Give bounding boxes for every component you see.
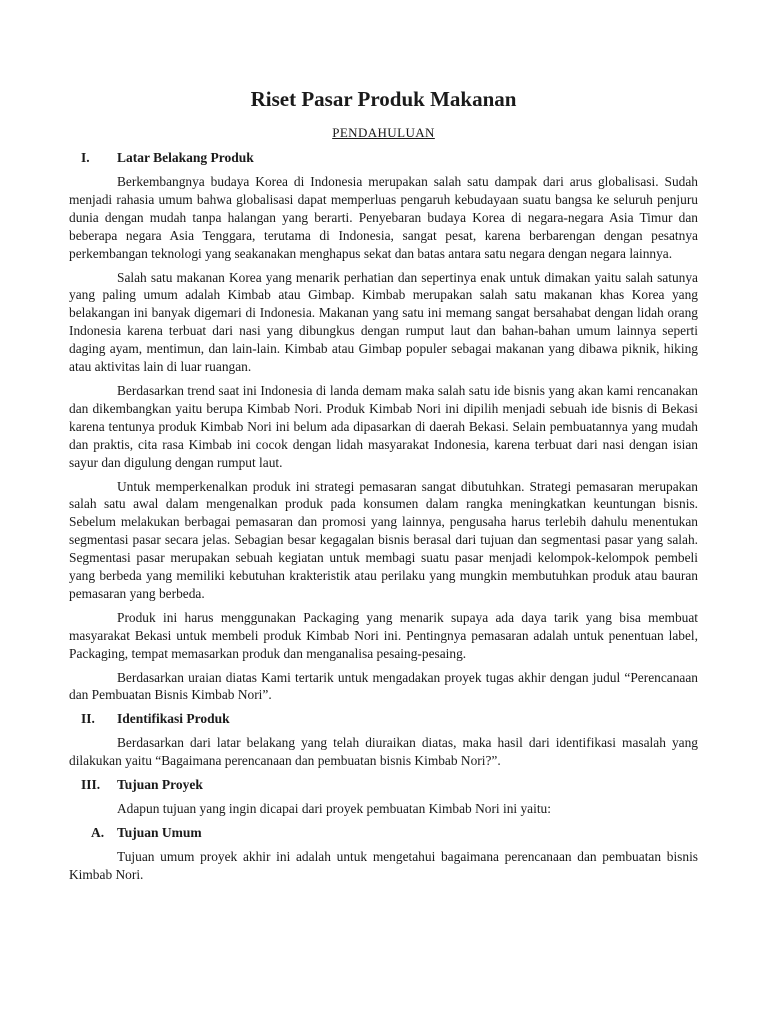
paragraph: Adapun tujuan yang ingin dicapai dari proyek pembuatan Kimbab Nori ini yaitu: bbox=[117, 801, 551, 817]
section-title: Tujuan Proyek bbox=[117, 777, 203, 793]
subsection-letter: A. bbox=[91, 825, 105, 841]
section-heading-identifikasi-produk bbox=[69, 710, 698, 727]
document-title: Riset Pasar Produk Makanan bbox=[250, 87, 517, 111]
paragraph: Tujuan umum proyek akhir ini adalah untuk mengetahui bagaimana perencanaan dan pembuatan bisnis Kimbab Nori. bbox=[69, 849, 698, 882]
section-number: I. bbox=[81, 150, 90, 165]
section-number: II. bbox=[81, 711, 95, 727]
section-heading-latar-belakang bbox=[69, 149, 698, 166]
subsection-title: Tujuan Umum bbox=[117, 825, 202, 841]
paragraph: Berdasarkan trend saat ini Indonesia di landa demam maka salah satu ide bisnis yang akan kami rencanakan dan dikembangkan yaitu berupa Kimbab Nori. Produk Kimbab Nori ini dipilih menjadi sebuah ide bisnis di Bekasi karena tentunya produk Kimbab Nori ini belum ada dipasarkan di daerah Bekasi. Selain pembuatannya yang mudah dan praktis, cita rasa Kimbab ini cocok dengan lidah masyarakat Indonesia, karena terbuat dari nasi dengan isian sayur dan digulung dengan rumput laut. bbox=[69, 382, 698, 470]
section-title: Latar Belakang Produk bbox=[117, 150, 254, 165]
paragraph: Berdasarkan dari latar belakang yang telah diuraikan diatas, maka hasil dari identifikasi masalah yang dilakukan yaitu “Bagaimana perencanaan dan pembuatan bisnis Kimbab Nori?”. bbox=[69, 735, 698, 769]
paragraph: Salah satu makanan Korea yang menarik perhatian dan sepertinya enak untuk dimakan yaitu salah satunya yang paling umum adalah Kimbab atau Gimbap. Kimbab merupakan salah satu makanan khas Korea yang belakangan ini banyak digemari di Indonesia. Makanan yang satu ini memang sangat bersahabat dengan lidah orang Indonesia karena terbuat dari nasi yang dibungkus dengan rumput laut dan bahan-bahan umum lainnya seperti daging ayam, mentimun, dan lain-lain. Kimbab atau Gimbap populer sebagai makanan yang dibawa piknik, hiking atau aktivitas lain di luar ruangan. bbox=[69, 269, 698, 375]
subsection-heading-tujuan-umum bbox=[69, 824, 698, 841]
document-subtitle: PENDAHULUAN bbox=[332, 125, 435, 140]
section-heading-tujuan-proyek bbox=[69, 776, 698, 793]
paragraph: Untuk memperkenalkan produk ini strategi pemasaran sangat dibutuhkan. Strategi pemasaran merupakan salah satu awal dalam mengenalkan produk pada konsumen dalam rangka meningkatkan keuntungan bisnis. Sebelum melakukan berbagai pemasaran dan promosi yang lainnya, pengusaha harus terlebih dahulu menentukan segmentasi pasar secara jelas. Sebagian besar kegagalan bisnis berasal dari tujuan dan segmentasi pasar yang salah. Segmentasi pasar merupakan sebuah kegiatan untuk membagi suatu pasar menjadi kelompok-kelompok pembeli yang berbeda yang memiliki kebutuhan krakteristik atau perilaku yang mungkin membutuhkan produk atau bauran pemasaran yang berbeda. bbox=[69, 478, 698, 601]
paragraph: Berdasarkan uraian diatas Kami tertarik untuk mengadakan proyek tugas akhir dengan judul “Perencanaan dan Pembuatan Bisnis Kimbab Nori”. bbox=[69, 669, 698, 703]
section-title: Identifikasi Produk bbox=[117, 711, 230, 727]
section-number: III. bbox=[81, 777, 101, 793]
paragraph: Produk ini harus menggunakan Packaging yang menarik supaya ada daya tarik yang bisa membuat masyarakat Bekasi untuk membeli produk Kimbab Nori ini. Pentingnya pemasaran adalah untuk penentuan label, Packaging, tempat memasarkan produk dan menganalisa pesaing-pesaing. bbox=[69, 609, 698, 661]
paragraph: Berkembangnya budaya Korea di Indonesia merupakan salah satu dampak dari arus globalisasi. Sudah menjadi rahasia umum bahwa globalisasi dapat memperluas pengaruh kebudayaan suatu bangsa ke seluruh penjuru dunia dengan mudah tanpa halangan yang berarti. Penyebaran budaya Korea di negara-negara Asia Timur dan beberapa negara Asia Tenggara, terutama di Indonesia, sangat pesat, karena berbarengan dengan pesatnya perkembangan teknologi yang seakanakan menghapus sekat dan batas antara satu negara dengan negara lainnya. bbox=[69, 174, 698, 261]
